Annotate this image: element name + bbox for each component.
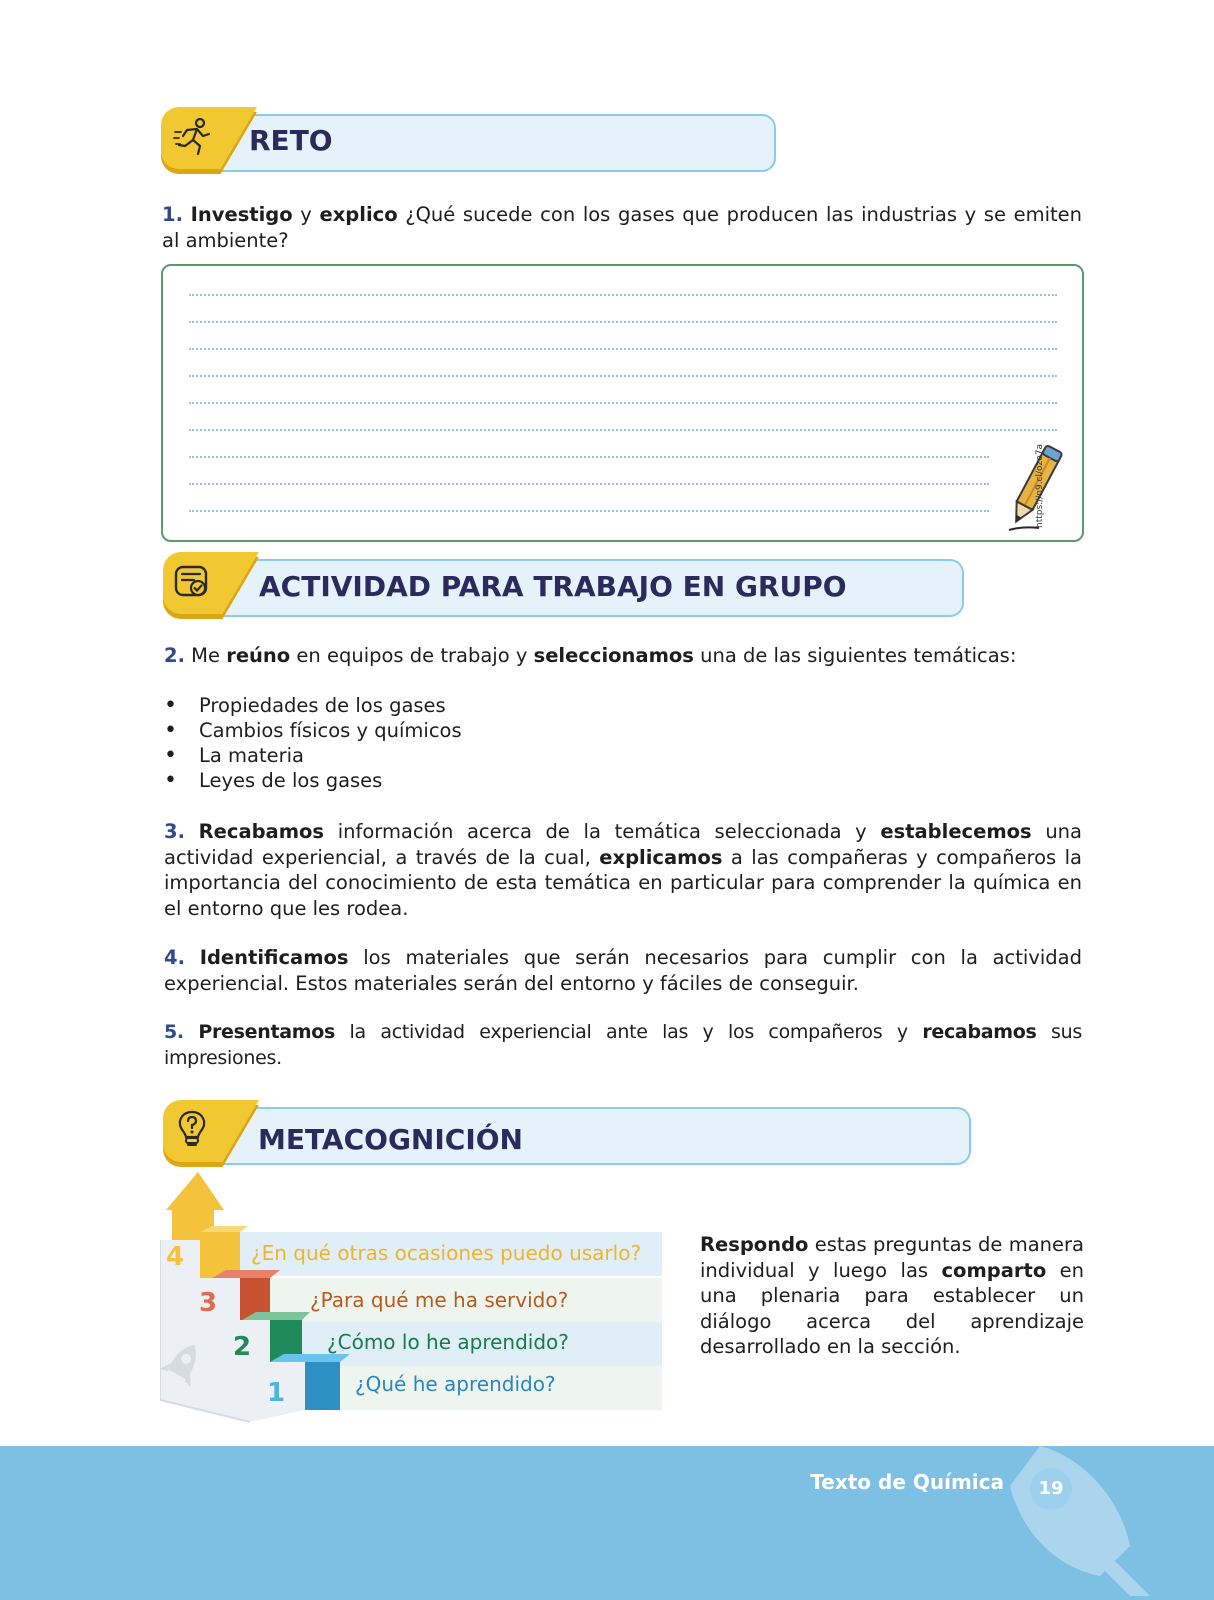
answer-box[interactable] <box>161 264 1084 542</box>
step-3-number: 3 <box>199 1288 218 1318</box>
q2-bold-seleccionamos: seleccionamos <box>533 644 694 667</box>
step-1-number: 1 <box>267 1378 286 1408</box>
respondo-paragraph <box>700 1232 1084 1360</box>
footer-book-title: Texto de Química <box>810 1470 1004 1494</box>
q1-bold-investigo: Investigo <box>190 203 293 226</box>
comparto-bold: comparto <box>941 1258 1047 1282</box>
respondo-text-1: estas preguntas de manera individual y luego las <box>700 1233 1084 1282</box>
page-number: 19 <box>1030 1468 1072 1510</box>
question-3-number: 3. <box>164 820 185 843</box>
topics-list <box>164 693 462 793</box>
answer-line <box>189 348 1057 350</box>
answer-line <box>189 510 989 512</box>
q5-text-2: sus impresiones. <box>164 1021 1082 1069</box>
q1-text-2: ¿Qué sucede con los gases que producen las industrias y se emiten al ambiente? <box>162 203 1083 252</box>
answer-line <box>189 429 1057 431</box>
question-2-number: 2. <box>164 644 185 667</box>
q3-text-2: una actividad experiencial, a través de la cual, <box>164 820 1082 869</box>
q5-bold-recabamos: recabamos <box>922 1021 1037 1043</box>
answer-line <box>189 321 1057 323</box>
answer-line <box>189 402 1057 404</box>
question-5-number: 5. <box>164 1021 184 1043</box>
respondo-bold: Respondo <box>700 1233 809 1256</box>
question-3 <box>164 819 1082 921</box>
q3-bold-recabamos: Recabamos <box>198 820 325 843</box>
q4-text-1: los materiales que serán necesarios para cumplir con la actividad experiencial. Estos materiales serán del entorno y fáciles de conseguir. <box>164 946 1082 995</box>
topic-item: • La materia <box>164 743 462 768</box>
answer-line <box>189 294 1057 296</box>
image-credit: https://n9.cl/ozo7a <box>1035 443 1045 528</box>
q1-bold-explico: explico <box>319 203 398 226</box>
topic-item: • Propiedades de los gases <box>164 693 462 718</box>
answer-line <box>189 375 1057 377</box>
metacognicion-title: METACOGNICIÓN <box>258 1123 523 1156</box>
q3-bold-establecemos: establecemos <box>880 820 1032 843</box>
reto-title: RETO <box>249 124 333 157</box>
pencil-icon <box>999 442 1069 534</box>
q2-text-1: Me <box>184 644 227 667</box>
actividad-title: ACTIVIDAD PARA TRABAJO EN GRUPO <box>259 570 847 603</box>
q1-text-1: y <box>292 203 320 226</box>
respondo-text-2: en una plenaria para establecer un diálogo acerca del aprendizaje desarrollado en la sección. <box>700 1258 1084 1358</box>
checklist-note-icon <box>172 562 212 602</box>
running-person-icon <box>173 116 213 156</box>
q3-bold-explicamos: explicamos <box>599 845 723 869</box>
q3-text-3: a las compañeras y compañeros la importancia del conocimiento de esta temática en particular para comprender la química en el entorno que les rodea. <box>164 845 1082 920</box>
rocket-watermark-icon <box>1010 1446 1160 1600</box>
step-1-question: ¿Qué he aprendido? <box>355 1372 556 1396</box>
question-2 <box>164 643 1084 669</box>
step-4-question: ¿En qué otras ocasiones puedo usarlo? <box>251 1241 642 1265</box>
question-4 <box>164 945 1082 996</box>
answer-line <box>189 483 989 485</box>
question-5 <box>164 1020 1082 1071</box>
q5-bold-presentamos: Presentamos <box>198 1021 336 1043</box>
step-4-number: 4 <box>166 1242 185 1272</box>
topic-item: • Cambios físicos y químicos <box>164 718 462 743</box>
q3-text-1: información acerca de la temática seleccionada y <box>324 820 881 843</box>
step-3-question: ¿Para qué me ha servido? <box>310 1288 569 1312</box>
topic-item: • Leyes de los gases <box>164 768 462 793</box>
step-2-number: 2 <box>233 1332 252 1362</box>
answer-line <box>189 456 989 458</box>
question-1-number: 1. <box>162 203 183 226</box>
q5-text-1: la actividad experiencial ante las y los compañeros y <box>335 1021 923 1043</box>
step-2-question: ¿Cómo lo he aprendido? <box>327 1330 569 1354</box>
lightbulb-question-icon <box>172 1108 212 1148</box>
question-1 <box>162 202 1082 253</box>
q2-bold-reuno: reúno <box>226 644 291 667</box>
question-4-number: 4. <box>164 946 185 969</box>
q2-text-3: una de las siguientes temáticas: <box>693 644 1017 667</box>
q2-text-2: en equipos de trabajo y <box>290 644 534 667</box>
q4-bold-identificamos: Identificamos <box>199 946 349 969</box>
